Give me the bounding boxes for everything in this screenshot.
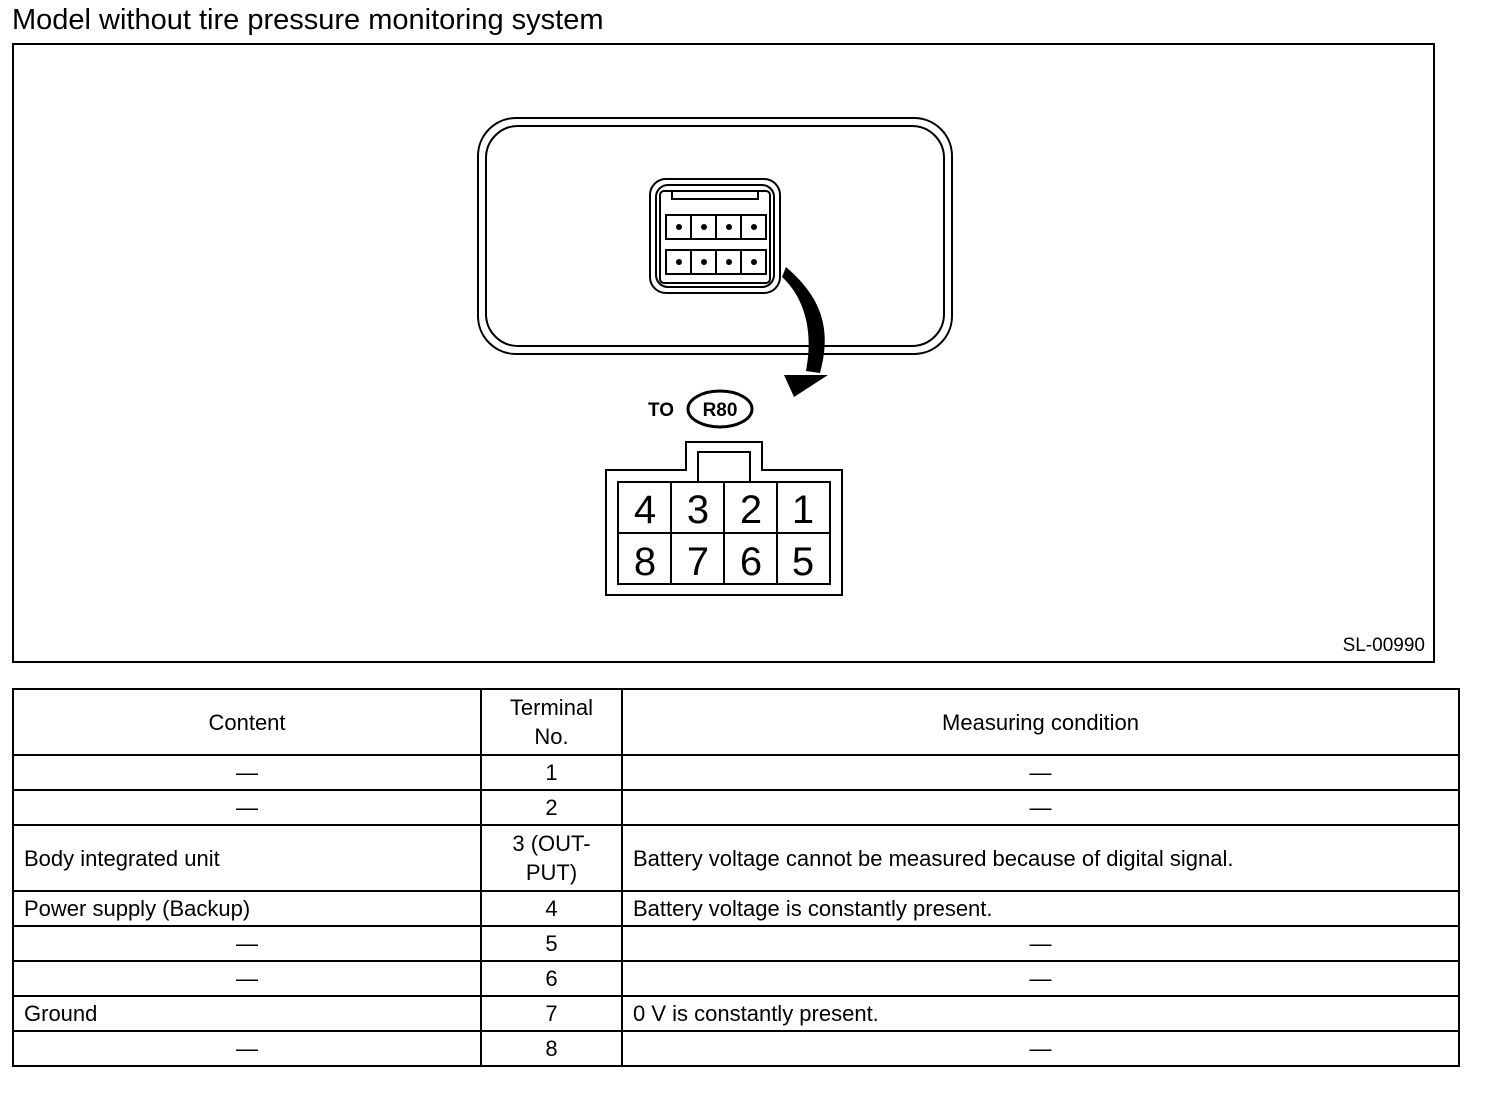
condition-cell: — — [622, 1031, 1459, 1066]
table-row — [13, 1031, 1459, 1066]
terminal-header — [481, 689, 622, 755]
connector-diagram — [14, 45, 1433, 661]
condition-cell: Battery voltage cannot be measured because of digital signal. — [622, 825, 1459, 891]
content-cell: — — [13, 1031, 481, 1066]
terminal-cell: 1 — [481, 755, 622, 790]
connector-id-label: R80 — [702, 400, 738, 421]
terminal-number: 3 — [686, 488, 710, 532]
table-row — [13, 825, 1459, 891]
table-row — [13, 755, 1459, 790]
table-row — [13, 926, 1459, 961]
terminal-cell: 2 — [481, 790, 622, 825]
table-row — [13, 790, 1459, 825]
content-header: Content — [13, 689, 481, 755]
terminal-cell: 7 — [481, 996, 622, 1031]
terminal-cell: 4 — [481, 891, 622, 926]
content-cell: Power supply (Backup) — [13, 891, 481, 926]
terminal-cell: 6 — [481, 961, 622, 996]
terminal-number: 7 — [686, 540, 710, 584]
condition-cell: — — [622, 790, 1459, 825]
condition-cell: — — [622, 926, 1459, 961]
section-heading: Model without tire pressure monitoring system — [12, 4, 604, 36]
terminal-number: 5 — [791, 540, 815, 584]
table-row — [13, 891, 1459, 926]
terminal-number: 8 — [633, 540, 657, 584]
condition-header: Measuring condition — [622, 689, 1459, 755]
content-cell: — — [13, 790, 481, 825]
to-label: TO — [648, 400, 675, 421]
condition-cell: — — [622, 755, 1459, 790]
terminal-number: 1 — [791, 488, 815, 532]
terminal-cell-line2: PUT) — [525, 860, 578, 885]
condition-cell: Battery voltage is constantly present. — [622, 891, 1459, 926]
terminal-number: 4 — [633, 488, 657, 532]
terminal-cell: 8 — [481, 1031, 622, 1066]
figure-code: SL-00990 — [1342, 635, 1425, 656]
condition-cell: 0 V is constantly present. — [622, 996, 1459, 1031]
table-header-row — [13, 689, 1459, 755]
terminal-cell: 5 — [481, 926, 622, 961]
terminal-number: 6 — [739, 540, 763, 584]
table-row — [13, 996, 1459, 1031]
content-cell: Body integrated unit — [13, 825, 481, 891]
terminal-header-line2: No. — [534, 724, 569, 749]
connector-figure — [12, 43, 1435, 663]
content-cell: Ground — [13, 996, 481, 1031]
terminal-spec-table — [12, 688, 1460, 1067]
table-row — [13, 961, 1459, 996]
content-cell: — — [13, 926, 481, 961]
content-cell: — — [13, 755, 481, 790]
terminal-cell — [481, 825, 622, 891]
unit-connector-icon — [650, 179, 780, 293]
terminal-cell-line1: 3 (OUT- — [512, 831, 591, 856]
content-cell: — — [13, 961, 481, 996]
curved-arrow-icon — [782, 267, 828, 397]
terminal-number: 2 — [739, 488, 763, 532]
condition-cell: — — [622, 961, 1459, 996]
terminal-header-line1: Terminal — [509, 695, 594, 720]
